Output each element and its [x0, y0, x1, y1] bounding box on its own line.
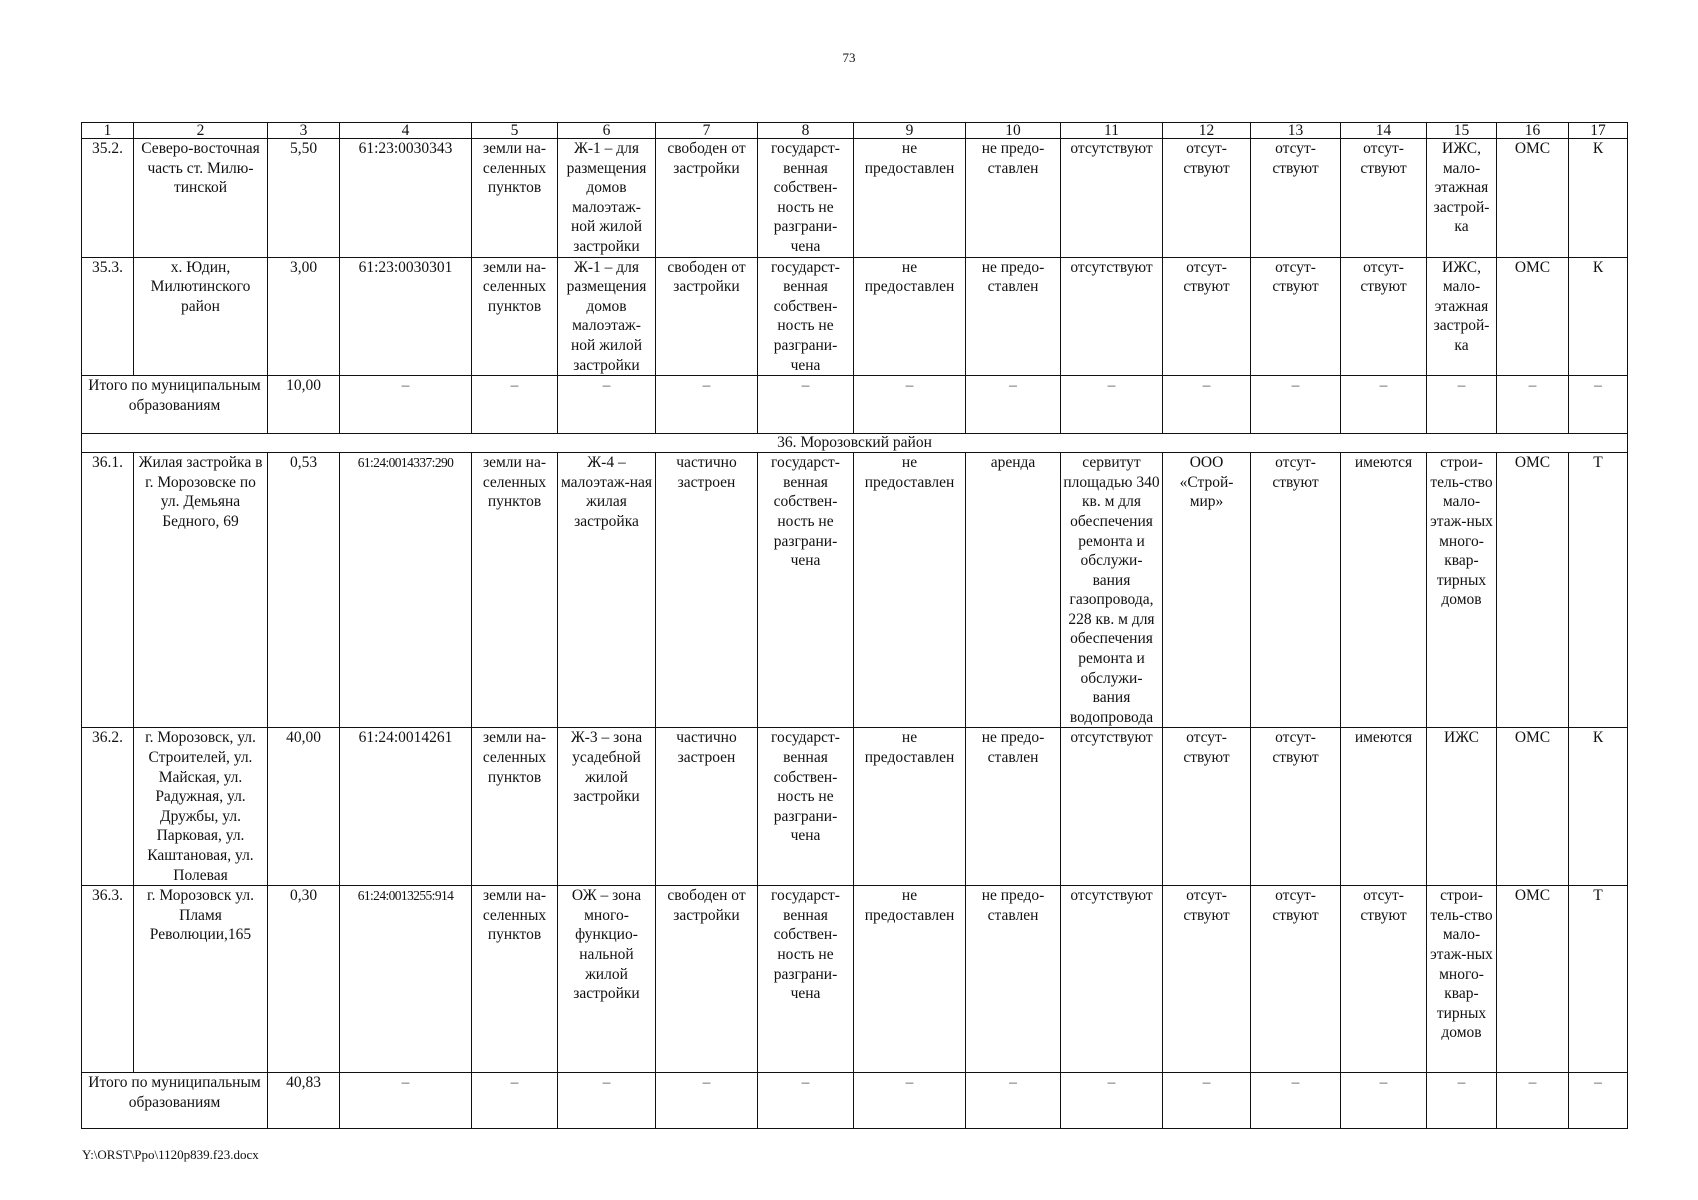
table-row-36-3 — [82, 886, 1628, 1073]
right-type-cell: не предо-ставлен — [966, 257, 1061, 376]
intended-use-cell: ИЖС, мало-этажная застрой-ка — [1427, 139, 1497, 258]
location-cell: Северо-восточная часть ст. Милю-тинской — [134, 139, 268, 258]
location-cell: х. Юдин, Милютинского район — [134, 257, 268, 376]
col17-cell: Т — [1569, 886, 1628, 1073]
ownership-cell: государст-венная собствен-ность не разграни-чена — [758, 453, 854, 728]
col17-cell: Т — [1569, 453, 1628, 728]
total-label: Итого по муниципальным образованиям — [82, 376, 268, 434]
zone-cell: Ж-1 – для размещения домов малоэтаж-ной жилой застройки — [558, 139, 656, 258]
holder-cell: отсут-ствуют — [1163, 257, 1251, 376]
col13-cell: отсут-ствуют — [1251, 886, 1341, 1073]
row-number: 36.3. — [82, 886, 134, 1073]
cadastral-number-cell: 61:23:0030343 — [340, 139, 472, 258]
column-number: 10 — [966, 123, 1061, 139]
area-cell: 40,00 — [268, 728, 340, 886]
footer-file-path: Y:\ORST\Ppo\1120p839.f23.docx — [82, 1147, 259, 1162]
ownership-cell: государст-венная собствен-ность не разграни-чена — [758, 886, 854, 1073]
cadastral-number-cell: 61:24:0014337:290 — [340, 453, 472, 728]
dash-cell: – — [758, 376, 854, 434]
column-number: 9 — [854, 123, 966, 139]
dash-cell: – — [340, 1073, 472, 1129]
holder-cell: отсут-ствуют — [1163, 139, 1251, 258]
dash-cell: – — [1569, 376, 1628, 434]
dash-cell: – — [854, 1073, 966, 1129]
cadastral-number-cell: 61:24:0013255:914 — [340, 886, 472, 1073]
dash-cell: – — [1341, 376, 1427, 434]
built-status-cell: свободен от застройки — [656, 886, 758, 1073]
dash-cell: – — [966, 1073, 1061, 1129]
intended-use-cell: строи-тель-ство мало-этаж-ных много-квар-тирных домов — [1427, 886, 1497, 1073]
dash-cell: – — [1427, 376, 1497, 434]
column-number: 13 — [1251, 123, 1341, 139]
column-number: 16 — [1497, 123, 1569, 139]
provided-cell: не предоставлен — [854, 886, 966, 1073]
dash-cell: – — [656, 376, 758, 434]
section-header-row — [82, 434, 1628, 453]
dash-cell: – — [1427, 1073, 1497, 1129]
column-number: 1 — [82, 123, 134, 139]
table-row-35-2 — [82, 139, 1628, 258]
col13-cell: отсут-ствуют — [1251, 257, 1341, 376]
ownership-cell: государст-венная собствен-ность не разграни-чена — [758, 728, 854, 886]
land-category-cell: земли на-селенных пунктов — [472, 139, 558, 258]
area-cell: 5,50 — [268, 139, 340, 258]
dash-cell: – — [472, 376, 558, 434]
row-number: 35.2. — [82, 139, 134, 258]
encumbrance-cell: отсутствуют — [1061, 728, 1163, 886]
right-type-cell: не предо-ставлен — [966, 139, 1061, 258]
provided-cell: не предоставлен — [854, 728, 966, 886]
table-row-35-3 — [82, 257, 1628, 376]
location-cell: г. Морозовск ул. Пламя Революции,165 — [134, 886, 268, 1073]
column-number: 15 — [1427, 123, 1497, 139]
encumbrance-cell: сервитут площадью 340 кв. м для обеспечения ремонта и обслужи-вания газопровода, 228 кв. м для обеспечения ремонта и обслужи-вания водопровода — [1061, 453, 1163, 728]
dash-cell: – — [758, 1073, 854, 1129]
dash-cell: – — [558, 376, 656, 434]
col16-cell: ОМС — [1497, 453, 1569, 728]
column-number: 6 — [558, 123, 656, 139]
column-number: 8 — [758, 123, 854, 139]
table-row-36-1 — [82, 453, 1628, 728]
provided-cell: не предоставлен — [854, 139, 966, 258]
land-category-cell: земли на-селенных пунктов — [472, 453, 558, 728]
col14-cell: имеются — [1341, 453, 1427, 728]
dash-cell: – — [1163, 1073, 1251, 1129]
col14-cell: отсут-ствуют — [1341, 257, 1427, 376]
column-number: 14 — [1341, 123, 1427, 139]
intended-use-cell: ИЖС, мало-этажная застрой-ка — [1427, 257, 1497, 376]
zone-cell: Ж-3 – зона усадебной жилой застройки — [558, 728, 656, 886]
ownership-cell: государст-венная собствен-ность не разграни-чена — [758, 257, 854, 376]
total-label: Итого по муниципальным образованиям — [82, 1073, 268, 1129]
land-category-cell: земли на-селенных пунктов — [472, 886, 558, 1073]
dash-cell: – — [1251, 1073, 1341, 1129]
built-status-cell: свободен от застройки — [656, 139, 758, 258]
col14-cell: отсут-ствуют — [1341, 139, 1427, 258]
area-cell: 0,30 — [268, 886, 340, 1073]
row-number: 35.3. — [82, 257, 134, 376]
land-plots-table — [81, 122, 1628, 1129]
dash-cell: – — [1163, 376, 1251, 434]
built-status-cell: свободен от застройки — [656, 257, 758, 376]
dash-cell: – — [558, 1073, 656, 1129]
right-type-cell: не предо-ставлен — [966, 728, 1061, 886]
total-area: 40,83 — [268, 1073, 340, 1129]
provided-cell: не предоставлен — [854, 453, 966, 728]
provided-cell: не предоставлен — [854, 257, 966, 376]
col17-cell: К — [1569, 728, 1628, 886]
zone-cell: Ж-4 – малоэтаж-ная жилая застройка — [558, 453, 656, 728]
column-number: 5 — [472, 123, 558, 139]
row-number: 36.2. — [82, 728, 134, 886]
encumbrance-cell: отсутствуют — [1061, 886, 1163, 1073]
area-cell: 0,53 — [268, 453, 340, 728]
column-number: 11 — [1061, 123, 1163, 139]
col16-cell: ОМС — [1497, 728, 1569, 886]
intended-use-cell: строи-тель-ство мало-этаж-ных много-квар-тирных домов — [1427, 453, 1497, 728]
encumbrance-cell: отсутствуют — [1061, 257, 1163, 376]
column-number: 3 — [268, 123, 340, 139]
col14-cell: отсут-ствуют — [1341, 886, 1427, 1073]
dash-cell: – — [1061, 1073, 1163, 1129]
built-status-cell: частично застроен — [656, 453, 758, 728]
encumbrance-cell: отсутствуют — [1061, 139, 1163, 258]
ownership-cell: государст-венная собствен-ность не разграни-чена — [758, 139, 854, 258]
col17-cell: К — [1569, 139, 1628, 258]
total-row — [82, 376, 1628, 434]
dash-cell: – — [1569, 1073, 1628, 1129]
dash-cell: – — [472, 1073, 558, 1129]
land-category-cell: земли на-селенных пунктов — [472, 257, 558, 376]
dash-cell: – — [340, 376, 472, 434]
land-category-cell: земли на-селенных пунктов — [472, 728, 558, 886]
row-number: 36.1. — [82, 453, 134, 728]
column-number-row — [82, 123, 1628, 139]
holder-cell: ООО «Строй-мир» — [1163, 453, 1251, 728]
col17-cell: К — [1569, 257, 1628, 376]
cadastral-number-cell: 61:23:0030301 — [340, 257, 472, 376]
column-number: 2 — [134, 123, 268, 139]
dash-cell: – — [854, 376, 966, 434]
column-number: 17 — [1569, 123, 1628, 139]
col14-cell: имеются — [1341, 728, 1427, 886]
total-area: 10,00 — [268, 376, 340, 434]
dash-cell: – — [1251, 376, 1341, 434]
holder-cell: отсут-ствуют — [1163, 728, 1251, 886]
cadastral-number-cell: 61:24:0014261 — [340, 728, 472, 886]
zone-cell: Ж-1 – для размещения домов малоэтаж-ной жилой застройки — [558, 257, 656, 376]
holder-cell: отсут-ствуют — [1163, 886, 1251, 1073]
dash-cell: – — [1497, 1073, 1569, 1129]
intended-use-cell: ИЖС — [1427, 728, 1497, 886]
dash-cell: – — [1061, 376, 1163, 434]
col16-cell: ОМС — [1497, 257, 1569, 376]
page-number: 73 — [842, 50, 856, 65]
col13-cell: отсут-ствуют — [1251, 728, 1341, 886]
section-title: 36. Морозовский район — [82, 434, 1628, 453]
right-type-cell: аренда — [966, 453, 1061, 728]
col16-cell: ОМС — [1497, 139, 1569, 258]
col13-cell: отсут-ствуют — [1251, 139, 1341, 258]
dash-cell: – — [966, 376, 1061, 434]
column-number: 7 — [656, 123, 758, 139]
dash-cell: – — [1497, 376, 1569, 434]
col13-cell: отсут-ствуют — [1251, 453, 1341, 728]
location-cell: Жилая застройка в г. Морозовске по ул. Демьяна Бедного, 69 — [134, 453, 268, 728]
area-cell: 3,00 — [268, 257, 340, 376]
dash-cell: – — [656, 1073, 758, 1129]
column-number: 4 — [340, 123, 472, 139]
total-row — [82, 1073, 1628, 1129]
dash-cell: – — [1341, 1073, 1427, 1129]
built-status-cell: частично застроен — [656, 728, 758, 886]
column-number: 12 — [1163, 123, 1251, 139]
location-cell: г. Морозовск, ул. Строителей, ул. Майская, ул. Радужная, ул. Дружбы, ул. Парковая, ул. Каштановая, ул. Полевая — [134, 728, 268, 886]
col16-cell: ОМС — [1497, 886, 1569, 1073]
right-type-cell: не предо-ставлен — [966, 886, 1061, 1073]
table-row-36-2 — [82, 728, 1628, 886]
zone-cell: ОЖ – зона много-функцио-нальной жилой застройки — [558, 886, 656, 1073]
